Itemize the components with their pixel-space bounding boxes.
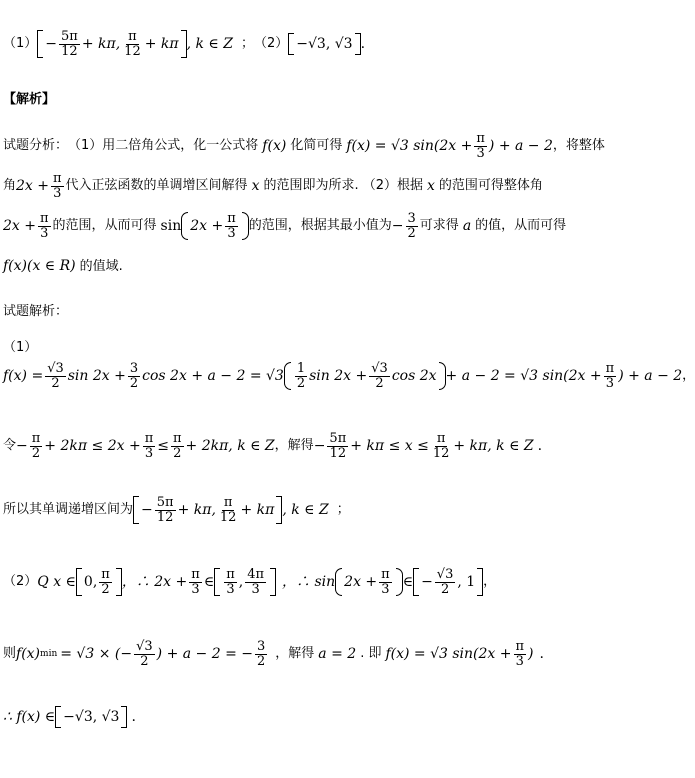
- plus-kpi-2: + kπ: [144, 35, 179, 52]
- fraction-pi-3: $\frac{\pi}{3}$: [605, 361, 615, 391]
- fraction-pi-3: $\frac{\pi}{3}$: [53, 171, 62, 201]
- left-bracket: [37, 30, 43, 58]
- solution-inequality: 令 − $\frac{\pi}{2}$ + 2kπ ≤ 2x + $\frac{\pi}{3}$ ≤ $\frac{\pi}{2}$ + 2kπ, k ∈ Z ，解得 − $\frac{5\pi}{12}$ + kπ ≤ x ≤ $\frac{\pi}{12}$ + kπ, k ∈ Z .: [3, 431, 543, 461]
- fraction-1-2: $\frac{1}{2}$: [296, 361, 306, 391]
- f-equation: f(x) = √3 sin(2x +: [346, 137, 473, 154]
- fraction-sqrt3-2: $\frac{√3}{2}$: [371, 361, 388, 391]
- answer-range: −√3, √3: [296, 35, 353, 52]
- fraction-3-2: $\frac{3}{2}$: [129, 361, 139, 391]
- analysis-line-2: 角 2x + $\frac{\pi}{3}$ 代入正弦函数的单调增区间解得 x 的范围即为所求. （2）根据 x 的范围可得整体角: [3, 171, 543, 201]
- solution-fmin: 则 f(x) min = √3 × (− $\frac{√3}{2}$ ) + a − 2 = − $\frac{3}{2}$ ，解得 a = 2 . 即 f(x) = √3 sin(2x + $\frac{\pi}{3}$ ) .: [3, 639, 544, 669]
- fraction-3-2: $\frac{3}{2}$: [407, 211, 416, 241]
- fraction-pi-12: $\frac{\pi}{12}$: [124, 29, 141, 59]
- answer-semicolon: ；: [240, 36, 254, 52]
- analysis-line-4: f(x)(x ∈ R) 的值域.: [3, 258, 123, 274]
- fx-symbol: f(x): [262, 137, 287, 154]
- answer-k-in-z: , k ∈ Z: [186, 35, 233, 52]
- solution-label: 试题解析：: [3, 304, 69, 319]
- analysis-label: 试题分析：: [3, 138, 69, 154]
- angle-expr: 2x +: [16, 177, 49, 194]
- sin-argument: 2x + $\frac{\pi}{3}$: [181, 212, 249, 240]
- fraction-pi-3: $\frac{\pi}{3}$: [39, 211, 49, 241]
- solution-equation-1: f(x) = $\frac{√3}{2}$ sin 2x + $\frac{3}{2}$ cos 2x + a − 2 = √3 $\frac{1}{2}$ sin 2x + $\frac{√3}{2}$ cos 2x + a − 2 = √3 sin(2x + $\frac{\pi}{3}$ ) + a − 2 ，: [3, 361, 695, 391]
- solution-part1-label: （1）: [3, 340, 38, 355]
- analysis-heading: 【解析】: [3, 92, 56, 107]
- answer-interval-2: [288, 33, 360, 55]
- analysis-line-3: 2x + $\frac{\pi}{3}$ 的范围，从而可得 sin 2x + $\frac{\pi}{3}$ 的范围，根据其最小值为 − $\frac{3}{2}$ 可求得 a 的值，从而可得: [3, 211, 567, 241]
- answer-part2-label: （2）: [253, 36, 289, 52]
- solution-monotonic-interval: 所以其单调递增区间为 − $\frac{5\pi}{12}$ + kπ, $\frac{\pi}{12}$ + kπ , k ∈ Z ；: [3, 495, 350, 525]
- plus-kpi: + kπ,: [81, 35, 121, 52]
- fx-domain: f(x)(x ∈ R): [3, 258, 76, 274]
- fraction-pi-3: $\frac{\pi}{3}$: [476, 131, 485, 161]
- minus-sign: −: [45, 35, 58, 52]
- solution-final: ∴ f(x) ∈ −√3, √3 .: [3, 706, 136, 728]
- solution-part2-range: （2） Q x ∈ 0, $\frac{\pi}{2}$ ，∴ 2x + $\frac{\pi}{3}$ ∈ $\frac{\pi}{3}$ , $\frac{4\pi}{3}$ ，∴ sin 2x + $\frac{\pi}{3}$ ∈ − $\frac{√3}{2}$ , 1 ，: [3, 567, 497, 597]
- answer-line: （1） − $\frac{5\pi}{12}$ + kπ, $\frac{\pi}{12}$ + kπ , k ∈ Z ； （2） −√3, √3 .: [3, 29, 366, 59]
- analysis-line-1: 试题分析： （1）用二倍角公式，化一公式将 f(x) 化简可得 f(x) = √3 sin(2x + $\frac{\pi}{3}$ ) + a − 2 ，将整体: [3, 131, 605, 161]
- answer-part1-label: （1）: [3, 36, 38, 52]
- fraction-5pi-12: $\frac{5\pi}{12}$: [61, 29, 78, 59]
- answer-interval-1: [37, 30, 186, 58]
- fraction-sqrt3-2: $\frac{√3}{2}$: [47, 361, 64, 391]
